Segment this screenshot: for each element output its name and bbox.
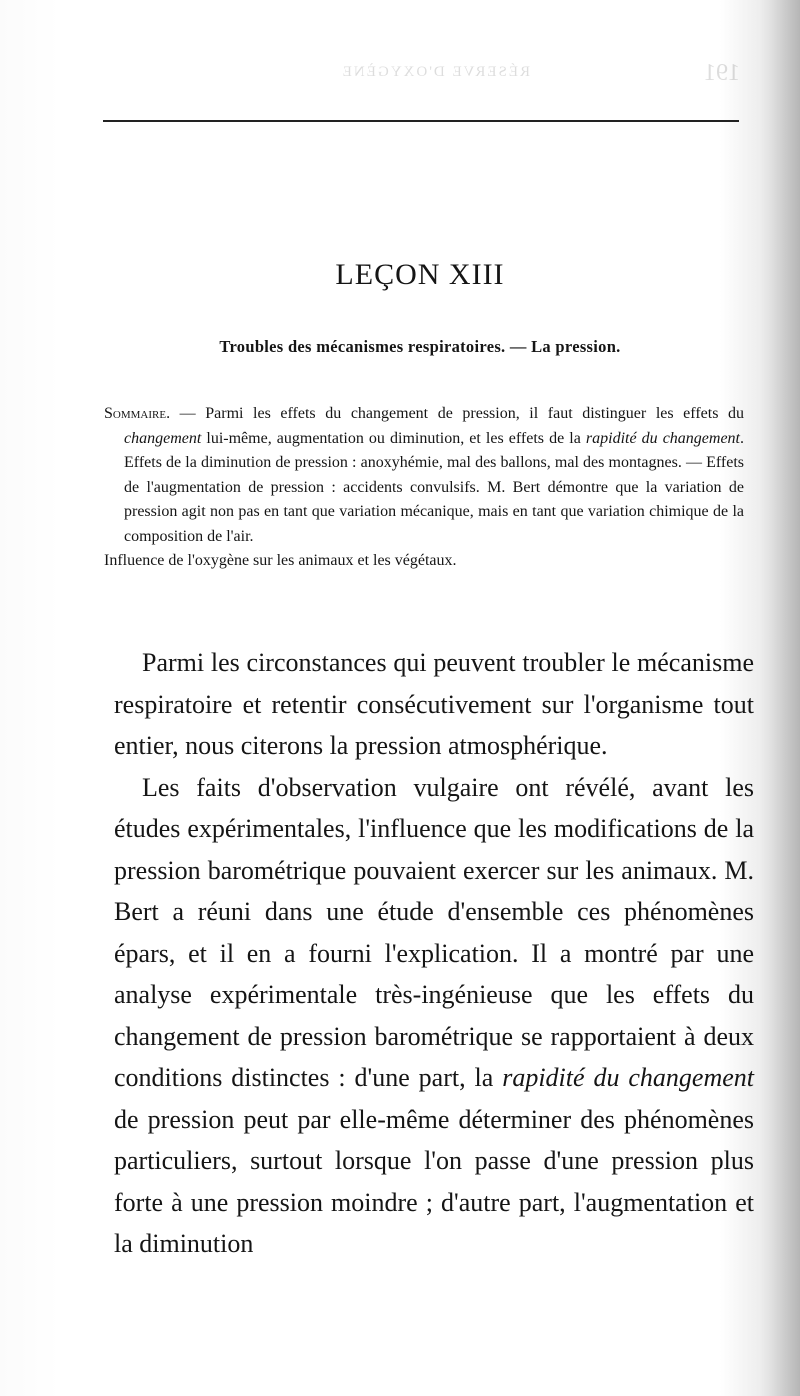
header-rule [103, 120, 739, 122]
summary-label: Sommaire. [104, 405, 171, 422]
summary-text-3: . Effets de la diminution de pression : anoxyhémie, mal des ballons, mal des montagnes. — Effets de l'augmentation de pression : accidents convulsifs. M. Bert démontre que la variation de pression agit non pas en tant que variation mécanique, mais en tant que variation chimique de la composition de l'air. [124, 429, 745, 545]
ghost-running-title: RÉSERVE D'OXYGÈNE [340, 64, 530, 80]
body-text [114, 642, 754, 1265]
summary-last-line: Influence de l'oxygène sur les animaux et les végétaux. [104, 552, 457, 569]
lesson-subtitle: Troubles des mécanismes respiratoires. — La pression. [219, 337, 621, 356]
lesson-title: LEÇON XIII [335, 258, 505, 291]
summary-block [104, 402, 744, 574]
body-paragraph-2 [114, 767, 754, 1265]
summary-emphasis-1: changement [124, 429, 202, 447]
summary-text-2: lui-même, augmentation ou diminution, et les effets de la [201, 429, 586, 447]
page-edge-shadow [760, 0, 800, 1396]
body-paragraph-1: Parmi les circonstances qui peuvent troubler le mécanisme respiratoire et retentir consécutivement sur l'organisme tout entier, nous citerons la pression atmosphérique. [114, 648, 754, 760]
bleed-through-header [100, 60, 740, 86]
body-paragraph-2-emphasis: rapidité du changement [502, 1063, 754, 1092]
summary-text-1: — Parmi les effets du changement de pression, il faut distinguer les effets du [170, 405, 744, 422]
body-paragraph-2-text-2: de pression peut par elle-même déterminer des phénomènes particuliers, surtout lorsque l'on passe d'une pression plus forte à une pression moindre ; d'autre part, l'augmentation et la diminution [114, 1104, 754, 1258]
summary-paragraph [104, 402, 744, 549]
summary-emphasis-2: rapidité du changement [585, 429, 741, 447]
ghost-page-number: 191 [704, 60, 740, 86]
body-paragraph-2-text-1: Les faits d'observation vulgaire ont révélé, avant les études expérimentales, l'influence que les modifications de la pression barométrique pouvaient exercer sur les animaux. M. Bert a réuni dans une étude d'ensemble ces phénomènes épars, et il en a fourni l'explication. Il a montré par une analyse expérimentale très-ingénieuse que les effets du changement de pression barométrique se rapportaient à deux conditions distinctes : d'une part, la [114, 772, 754, 1092]
